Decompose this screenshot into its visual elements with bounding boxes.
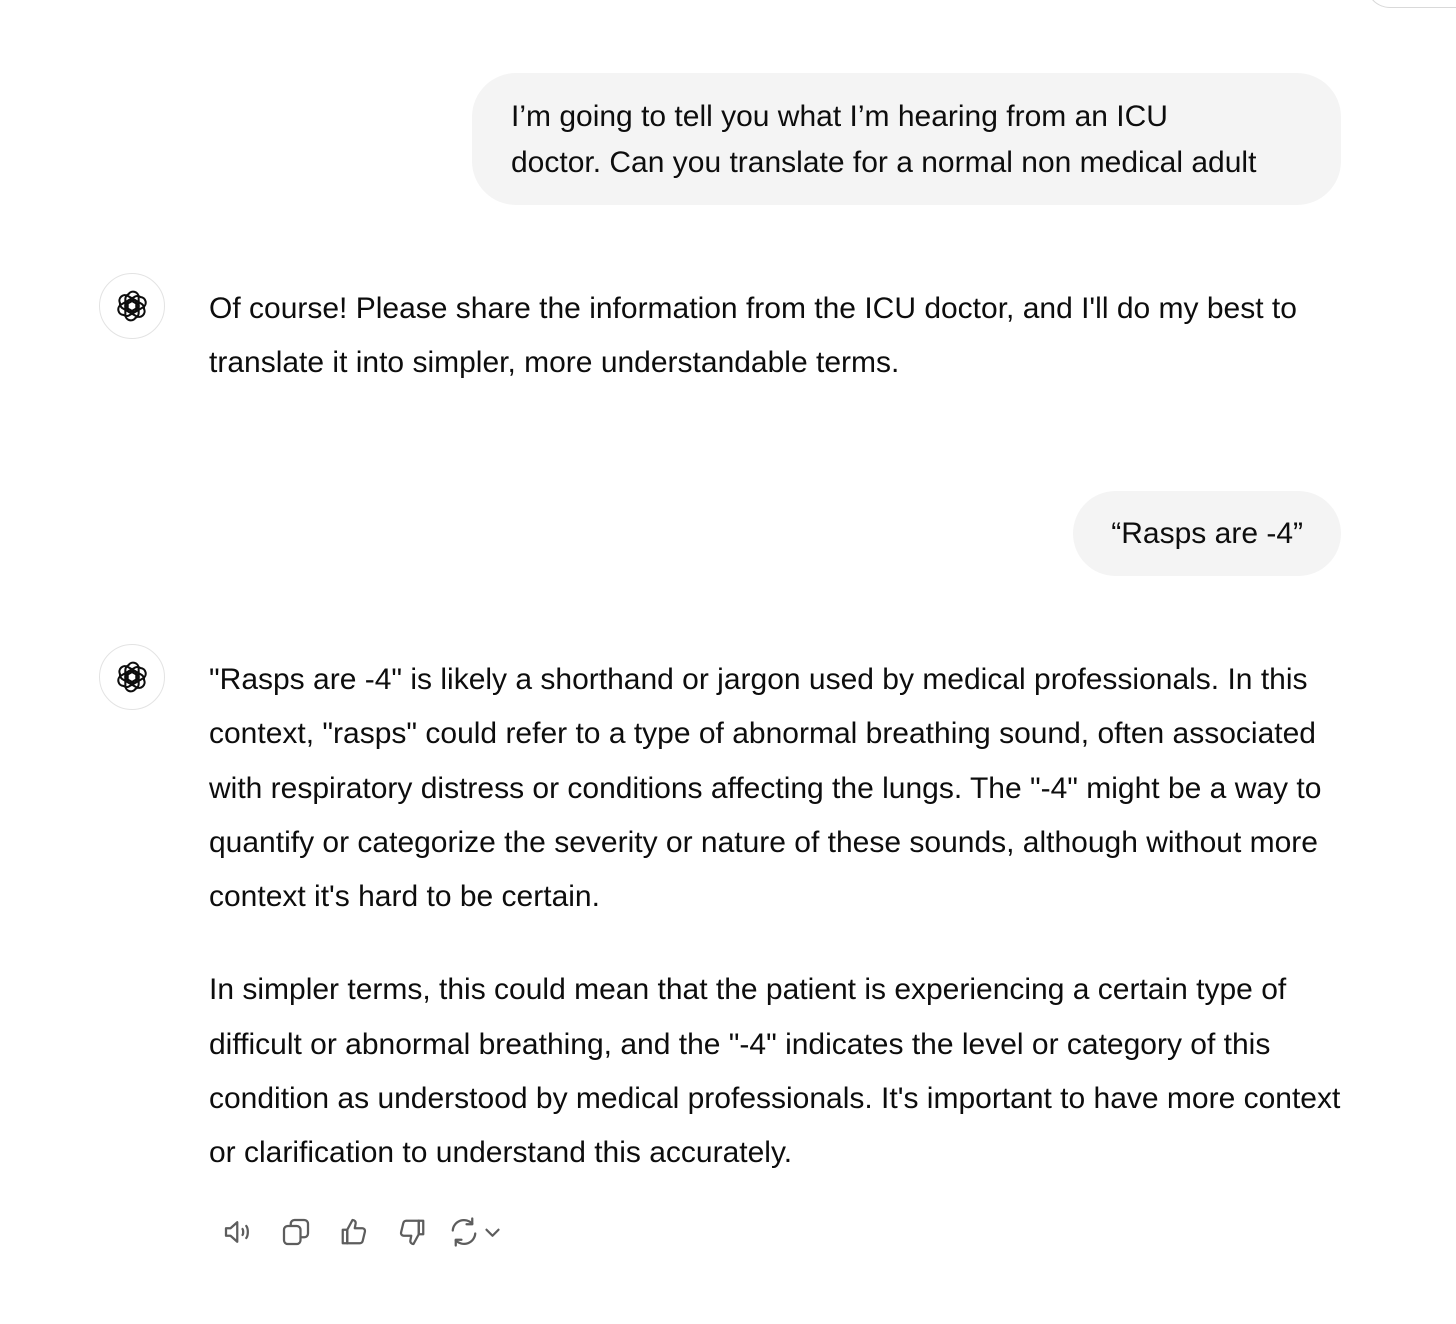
read-aloud-button[interactable] (209, 1210, 267, 1254)
assistant-message-2 (209, 653, 1344, 1181)
assistant-paragraph: In simpler terms, this could mean that the patient is experiencing a certain type of difficult or abnormal breathing, and the "-4" indicates the level or category of this condition as understood by medical professionals. It's important to have more context or clarification to understand this accurately. (209, 973, 1341, 1170)
regenerate-button[interactable] (441, 1210, 511, 1254)
thumbs-down-button[interactable] (383, 1210, 441, 1254)
openai-logo-icon (113, 658, 151, 696)
copy-button[interactable] (267, 1210, 325, 1254)
assistant-paragraph: "Rasps are -4" is likely a shorthand or jargon used by medical professionals. In this context, "rasps" could refer to a type of abnormal breathing sound, often associated with respiratory distress or conditions affecting the lungs. The "-4" might be a way to quantify or categorize the severity or nature of these sounds, although without more context it's hard to be certain. (209, 663, 1322, 914)
thumbs-down-icon (394, 1214, 430, 1250)
assistant-avatar (99, 644, 165, 710)
top-right-panel-edge (1366, 0, 1456, 8)
assistant-avatar (99, 273, 165, 339)
assistant-message-1 (209, 282, 1344, 391)
copy-icon (278, 1214, 314, 1250)
regenerate-icon (446, 1214, 506, 1250)
thumbs-up-icon (336, 1214, 372, 1250)
thumbs-up-button[interactable] (325, 1210, 383, 1254)
message-actions-bar (209, 1210, 511, 1254)
user-message-1: I’m going to tell you what I’m hearing from an ICU doctor. Can you translate for a normal non medical adult (472, 73, 1341, 205)
user-message-2: “Rasps are -4” (1073, 491, 1341, 576)
openai-logo-icon (113, 287, 151, 325)
read-aloud-icon (220, 1214, 256, 1250)
assistant-paragraph: Of course! Please share the information from the ICU doctor, and I'll do my best to translate it into simpler, more understandable terms. (209, 292, 1297, 380)
